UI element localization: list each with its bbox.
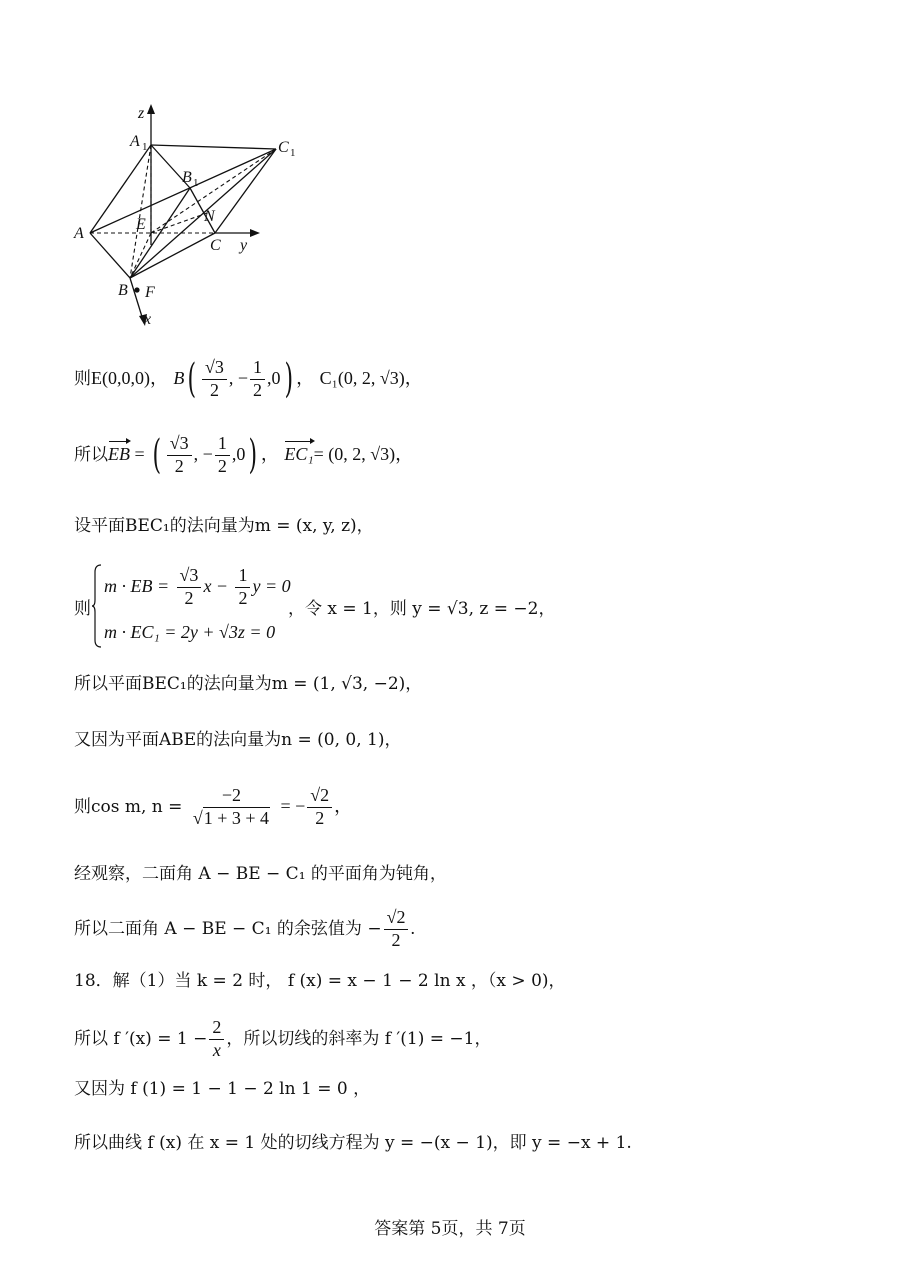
text-cos-value: 所以二面角 A − BE − C₁ 的余弦值为 − bbox=[74, 918, 382, 939]
text-f1: 又因为 f (1) = 1 − 1 − 2 ln 1 = 0 ， bbox=[74, 1079, 371, 1099]
text-q18: 18．解（1）当 k = 2 时， f (x) = x − 1 − 2 ln x ，（x > 0)， bbox=[74, 971, 566, 991]
cos-eq: = − bbox=[280, 795, 306, 816]
line-normal-setup bbox=[74, 518, 374, 535]
label-B1: B bbox=[182, 169, 192, 186]
deriv-den: x bbox=[212, 1039, 221, 1060]
dashed-A1B bbox=[130, 145, 151, 278]
brace-icon bbox=[92, 564, 102, 648]
text-ze-system: 则 bbox=[74, 599, 91, 619]
coord-B-den-a: 2 bbox=[209, 379, 219, 400]
vector-EB: EB bbox=[108, 443, 130, 464]
line-cosine-value: 所以二面角 A − BE − C₁ 的余弦值为 − $\frac{√2}{2}$ . bbox=[74, 907, 415, 950]
coord-B-num-a: √3 bbox=[202, 358, 227, 380]
label-B1-sub: 1 bbox=[193, 177, 199, 189]
equation-2 bbox=[104, 622, 275, 643]
text-cos: 则cos m, n = bbox=[74, 796, 183, 817]
text-derivative: 所以 f ′(x) = 1 − bbox=[74, 1028, 208, 1049]
label-C1-sub: 1 bbox=[290, 147, 296, 159]
coord-B-den-b: 2 bbox=[253, 379, 263, 400]
edge-AB bbox=[90, 233, 130, 278]
line-tangent bbox=[74, 1135, 632, 1152]
label-y: y bbox=[240, 237, 248, 254]
z-arrow bbox=[147, 104, 155, 114]
deriv-num: 2 bbox=[209, 1018, 224, 1040]
eq2-text: m · EC₁ = 2y + √3z = 0 bbox=[104, 622, 276, 642]
edge-AC1 bbox=[90, 149, 276, 233]
vec-EB-tail: ,0 bbox=[231, 443, 246, 464]
eq1-mid: x − bbox=[203, 575, 229, 596]
coord-B-tail: ,0 bbox=[267, 367, 281, 388]
edge-BC1 bbox=[130, 149, 276, 278]
eq1-left: m · EB = bbox=[104, 575, 170, 596]
equation-1: m · EB = $\frac{√3}{2}$ x − $\frac{1}{2}$ y = 0 bbox=[104, 565, 291, 608]
point-F bbox=[134, 287, 139, 292]
eq1-tail: y = 0 bbox=[252, 575, 291, 596]
equation-side bbox=[288, 594, 555, 619]
text-obtuse: 经观察，二面角 A − BE − C₁ 的平面角为钝角， bbox=[74, 864, 447, 884]
label-A: A bbox=[74, 225, 84, 242]
line-normal-m bbox=[74, 676, 422, 693]
label-N: N bbox=[204, 208, 215, 225]
page-footer: 答案第 5页，共 7页 bbox=[374, 1219, 526, 1239]
y-arrow bbox=[250, 229, 260, 237]
cos-value-den: 2 bbox=[391, 929, 401, 950]
vec-EB-num-b: 1 bbox=[215, 434, 230, 456]
label-C: C bbox=[210, 237, 221, 254]
line-obtuse bbox=[74, 866, 447, 883]
x-axis bbox=[130, 278, 143, 320]
equation-system bbox=[74, 564, 834, 648]
text-ze: 则 bbox=[74, 368, 91, 389]
edge-A1C1 bbox=[151, 145, 276, 149]
dashed-EB bbox=[130, 233, 151, 278]
label-z: z bbox=[138, 105, 145, 122]
text-normal-m: 所以平面BEC₁的法向量为m = (1, √3, −2)， bbox=[74, 674, 423, 694]
text-tangent: 所以曲线 f (x) 在 x = 1 处的切线方程为 y = −(x − 1)，即 y = −x + 1. bbox=[74, 1133, 632, 1153]
label-A1-sub: 1 bbox=[142, 141, 148, 153]
label-C1: C bbox=[278, 139, 289, 156]
text-suoyi: 所以 bbox=[74, 444, 108, 465]
vector-EC1-value: = (0, 2, √3)， bbox=[313, 443, 414, 464]
line-f1 bbox=[74, 1081, 370, 1098]
geometry-figure bbox=[70, 100, 310, 330]
coord-E: E(0,0,0)， bbox=[91, 367, 168, 388]
vec-EB-den-b: 2 bbox=[217, 455, 227, 476]
label-A1: A bbox=[130, 133, 140, 150]
label-F: F bbox=[145, 284, 155, 301]
line-normal-n bbox=[74, 732, 402, 749]
label-B: B bbox=[118, 282, 128, 299]
cos-result-num: √2 bbox=[307, 786, 332, 808]
text-normal-n: 又因为平面ABE的法向量为n = (0, 0, 1)， bbox=[74, 730, 402, 750]
cos-num: −2 bbox=[219, 786, 244, 808]
label-E: E bbox=[136, 216, 146, 233]
cos-den: 1 + 3 + 4 bbox=[203, 807, 270, 828]
line-coordinates: 则E(0,0,0)， B( $\frac{√3}{2}$ , − $\frac{1}{2}$ ,0) ， C₁(0, 2, √3)， bbox=[74, 356, 423, 403]
line-vectors: 所以EB = ( $\frac{√3}{2}$ , − $\frac{1}{2}$ ,0) ， EC₁= (0, 2, √3)， bbox=[74, 432, 414, 479]
eq-side-text: ，令 x = 1，则 y = √3, z = −2， bbox=[288, 599, 556, 619]
line-q18 bbox=[74, 973, 566, 990]
vec-EB-den-a: 2 bbox=[174, 455, 184, 476]
text-normal-setup: 设平面BEC₁的法向量为m = (x, y, z)， bbox=[74, 516, 374, 536]
edge-C1C bbox=[215, 149, 276, 233]
cos-result-den: 2 bbox=[315, 807, 325, 828]
label-x: x bbox=[144, 311, 152, 328]
line-cosine: 则cos m, n = $\frac{-2}{√1 + 3 + 4}$ = − $\frac{√2}{2}$ ， bbox=[74, 785, 353, 828]
coord-B-label: B bbox=[173, 367, 185, 388]
coord-B-num-b: 1 bbox=[250, 358, 265, 380]
vec-EB-num-a: √3 bbox=[167, 434, 192, 456]
text-slope: ，所以切线的斜率为 f ′(1) = −1， bbox=[226, 1028, 492, 1049]
cos-value-num: √2 bbox=[384, 908, 409, 930]
line-derivative bbox=[74, 1018, 491, 1061]
vector-EC1: EC₁ bbox=[284, 443, 314, 464]
coord-C1: C₁(0, 2, √3)， bbox=[319, 367, 423, 388]
